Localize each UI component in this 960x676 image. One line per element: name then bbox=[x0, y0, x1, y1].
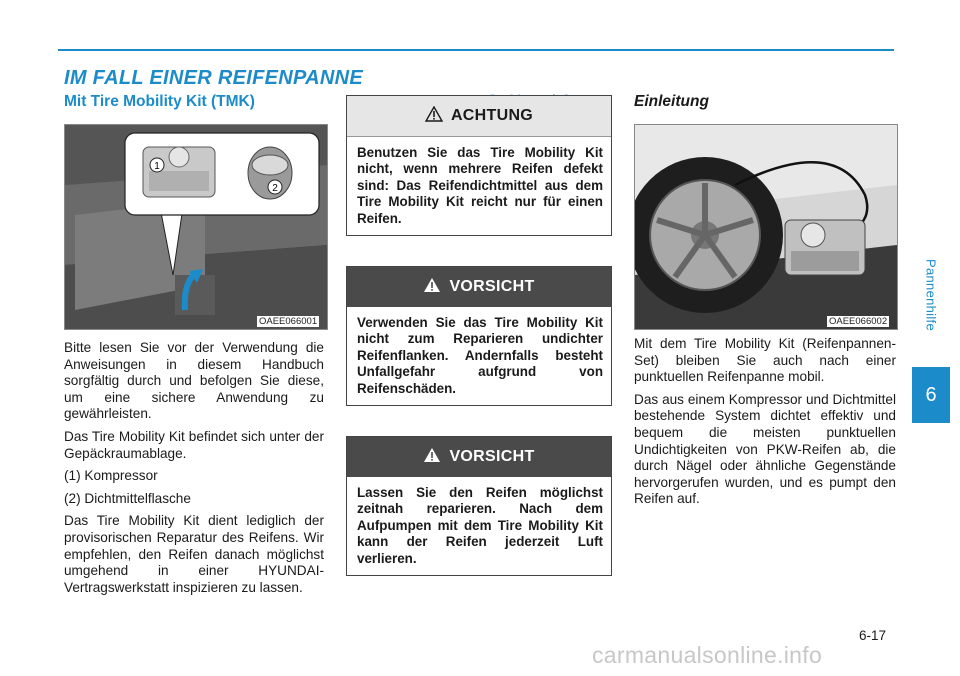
section-title: IM FALL EINER REIFENPANNE bbox=[64, 67, 364, 89]
paragraph: Das aus einem Kompressor und Dichtmittel bestehende System dichtet effektiv und bequem die meisten punktuellen Undichtigkeiten von PKW-Reifen ab, die durch Nägel oder ähnliche Gegenstände hervorgerufen wurden, und es pumpt den Reifen auf. bbox=[634, 391, 896, 507]
left-body-text bbox=[64, 340, 324, 602]
image-code-left: OAEE066001 bbox=[259, 316, 318, 327]
caution-triangle-icon bbox=[423, 447, 441, 468]
caution-text: Lassen Sie den Reifen möglichst zeitnah reparieren. Nach dem Aufpumpen mit dem Tire Mobility Kit kann der Reifen jederzeit Luft verlieren. bbox=[357, 485, 603, 566]
chapter-name: Pannenhilfe bbox=[923, 259, 939, 331]
chapter-side-label bbox=[911, 250, 951, 340]
paragraph: Mit dem Tire Mobility Kit (Reifenpannen-Set) bleiben Sie auch nach einer punktuellen Reifenpanne mobil. bbox=[634, 336, 896, 385]
caution-triangle-icon bbox=[423, 277, 441, 298]
paragraph: Das Tire Mobility Kit dient lediglich der provisorischen Reparatur des Reifens. Wir empfehlen, den Reifen danach möglichst umgehend in einer HYUNDAI-Vertragswerkstatt inspizieren zu lassen. bbox=[64, 513, 324, 595]
warning-box-achtung bbox=[346, 95, 612, 236]
callout-1: 1 bbox=[154, 161, 160, 172]
trunk-illustration bbox=[65, 125, 327, 329]
page-number: 6-17 bbox=[859, 628, 887, 643]
caution-header bbox=[347, 267, 611, 307]
paragraph: Das Tire Mobility Kit befindet sich unter der Gepäckraumablage. bbox=[64, 428, 324, 461]
subsection-title: Mit Tire Mobility Kit (TMK) bbox=[64, 93, 255, 110]
header-rule bbox=[58, 49, 894, 51]
introduction-title: Einleitung bbox=[634, 93, 709, 110]
chapter-number-tab: 6 bbox=[912, 367, 950, 423]
watermark-bottom[interactable]: carmanualsonline.info bbox=[592, 642, 823, 668]
wheel-compressor-photo bbox=[634, 124, 898, 330]
paragraph: (2) Dichtmittelflasche bbox=[64, 490, 191, 506]
caution-box-2 bbox=[346, 436, 612, 576]
right-body-text bbox=[634, 336, 896, 514]
caution-header bbox=[347, 437, 611, 477]
callout-2: 2 bbox=[272, 183, 278, 194]
caution-heading: VORSICHT bbox=[449, 448, 535, 465]
trunk-kit-photo bbox=[64, 124, 328, 330]
caution-box-1 bbox=[346, 266, 612, 406]
image-code-right: OAEE066002 bbox=[829, 316, 888, 327]
wheel-illustration bbox=[635, 125, 897, 329]
caution-heading: VORSICHT bbox=[449, 278, 535, 295]
warning-header bbox=[347, 96, 611, 137]
paragraph: Bitte lesen Sie vor der Verwendung die Anweisungen in diesem Handbuch sorgfältig durch und befolgen Sie diese, um eine sichere Anwendung zu gewährleisten. bbox=[64, 340, 324, 422]
warning-triangle-icon bbox=[425, 106, 443, 127]
caution-text: Verwenden Sie das Tire Mobility Kit nicht zum Reparieren undichter Reifenflanken. Andernfalls besteht Unfallgefahr aufgrund von Reifenschäden. bbox=[357, 315, 603, 396]
warning-heading: ACHTUNG bbox=[450, 107, 534, 124]
warning-text: Benutzen Sie das Tire Mobility Kit nicht, wenn mehrere Reifen defekt sind: Das Reifendichtmittel aus dem Tire Mobility Kit reicht nur für einen Reifen. bbox=[357, 145, 603, 226]
paragraph: (1) Kompressor bbox=[64, 468, 158, 484]
